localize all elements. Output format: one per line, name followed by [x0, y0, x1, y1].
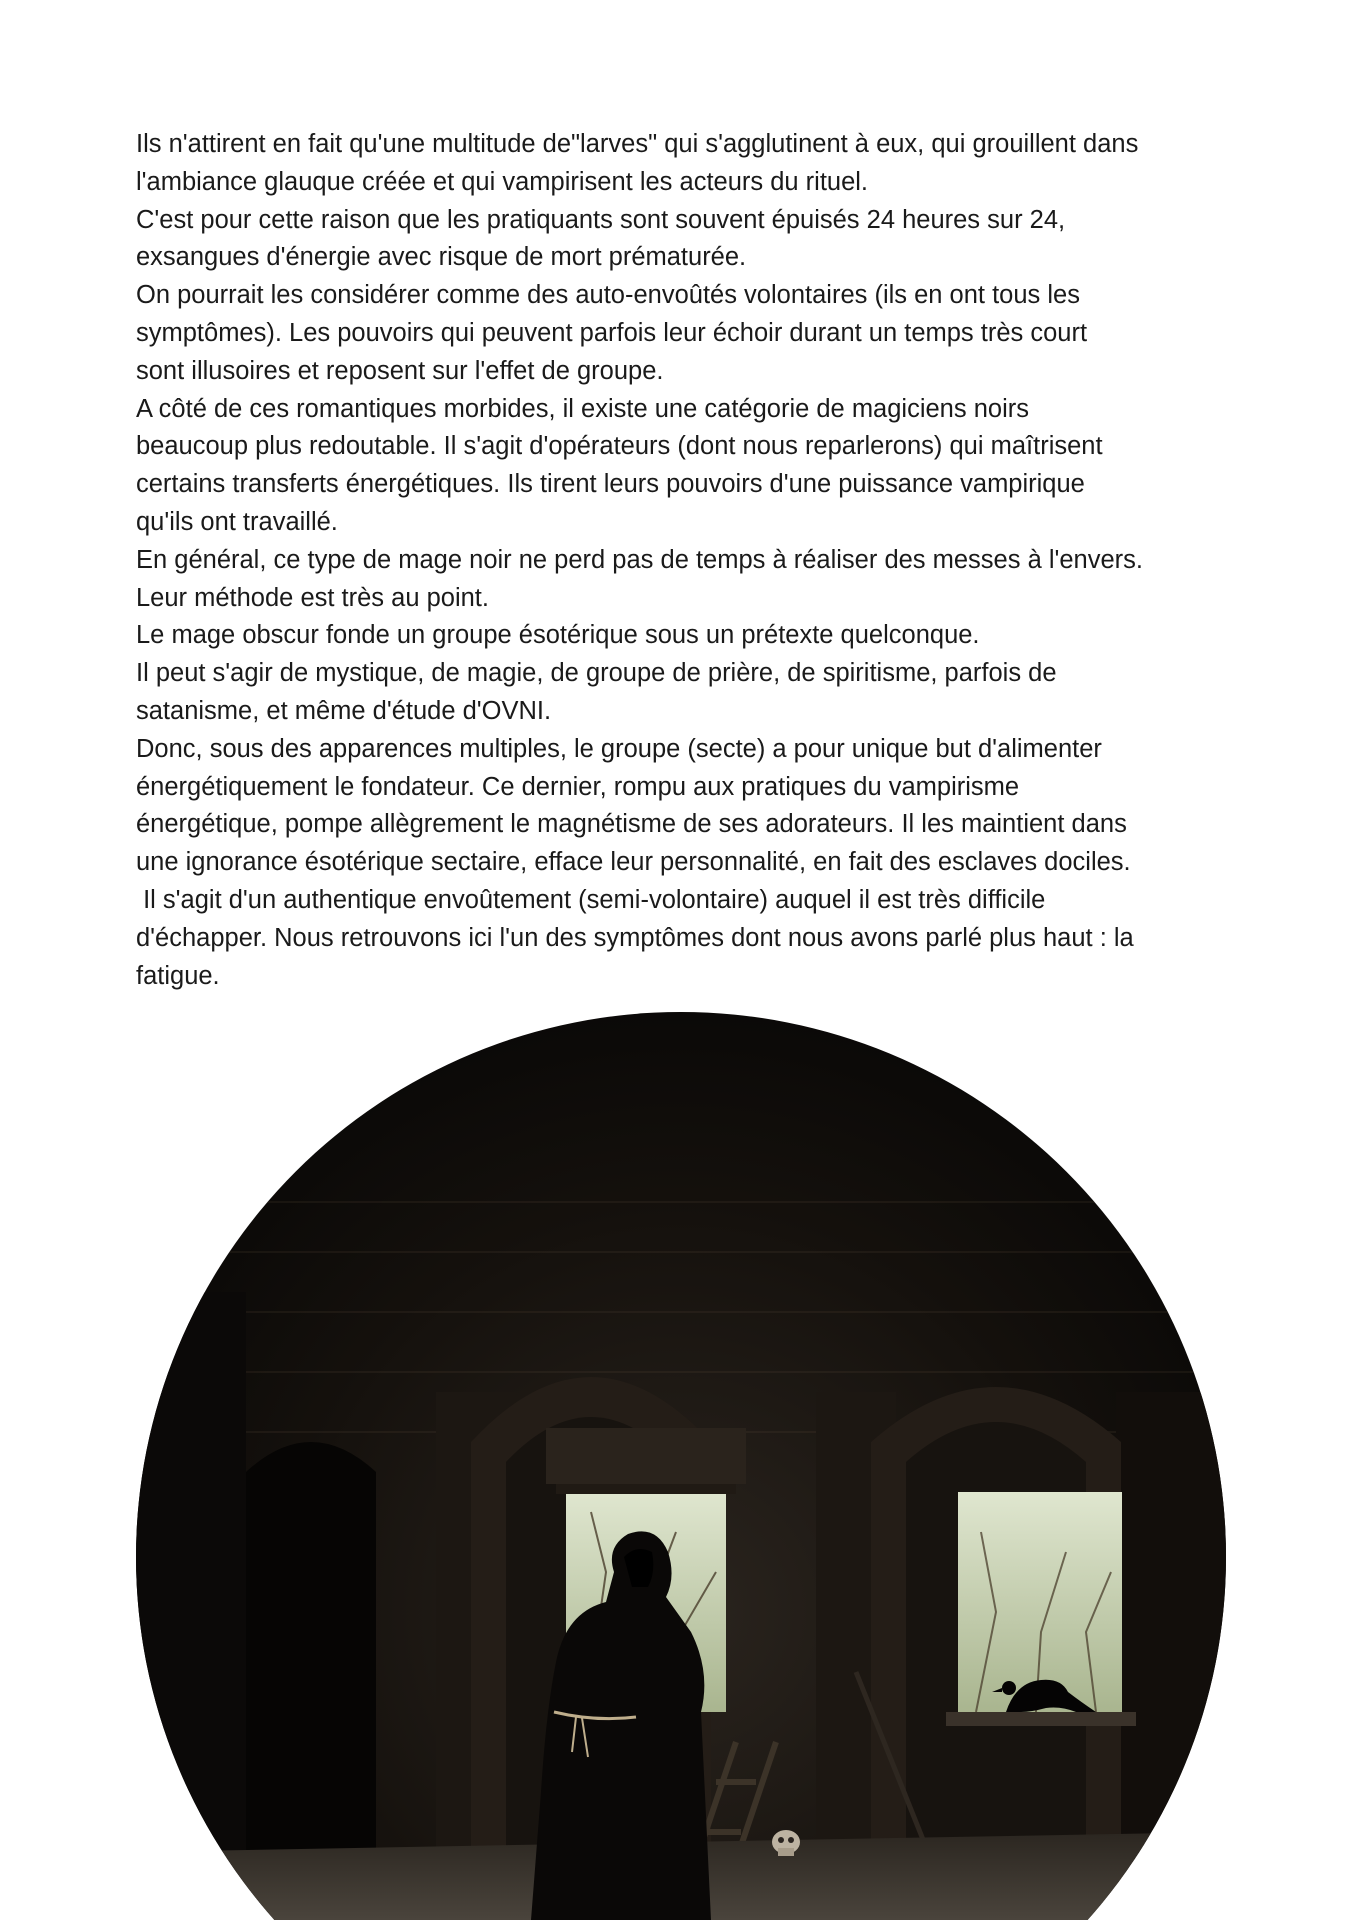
text-line: Ils n'attirent en fait qu'une multitude de"larves" qui s'agglutinent à eux, qui grouillent dans	[136, 130, 1139, 158]
text-line: d'échapper. Nous retrouvons ici l'un des symptômes dont nous avons parlé plus haut : la	[136, 923, 1134, 952]
text-line: fatigue.	[136, 961, 220, 990]
text-line: qu'ils ont travaillé.	[136, 507, 338, 536]
text-line: une ignorance ésotérique sectaire, efface leur personnalité, en fait des esclaves dociles.	[136, 848, 1131, 877]
text-line: On pourrait les considérer comme des auto-envoûtés volontaires (ils en ont tous les	[136, 281, 1080, 310]
text-line: En général, ce type de mage noir ne perd pas de temps à réaliser des messes à l'envers.	[136, 545, 1144, 574]
text-line: sont illusoires et reposent sur l'effet de groupe.	[136, 356, 664, 385]
text-line: exsangues d'énergie avec risque de mort prématurée.	[136, 243, 747, 272]
ruined-hall-illustration	[136, 1012, 1226, 1920]
text-line: symptômes). Les pouvoirs qui peuvent parfois leur échoir durant un temps très court	[136, 318, 1088, 347]
text-line: beaucoup plus redoutable. Il s'agit d'opérateurs (dont nous reparlerons) qui maîtrisent	[136, 432, 1103, 461]
text-line: Le mage obscur fonde un groupe ésotérique sous un prétexte quelconque.	[136, 621, 980, 650]
text-line: Donc, sous des apparences multiples, le groupe (secte) a pour unique but d'alimenter	[136, 734, 1102, 763]
circular-photo	[136, 1012, 1226, 1920]
text-line: Leur méthode est très au point.	[136, 583, 489, 612]
text-line: A côté de ces romantiques morbides, il existe une catégorie de magiciens noirs	[136, 394, 1029, 423]
text-line: satanisme, et même d'étude d'OVNI.	[136, 696, 552, 725]
body-text	[136, 126, 1236, 995]
text-line: énergétique, pompe allègrement le magnétisme de ses adorateurs. Il les maintient dans	[136, 810, 1127, 839]
text-line: l'ambiance glauque créée et qui vampirisent les acteurs du rituel.	[136, 167, 869, 196]
text-line: énergétiquement le fondateur. Ce dernier, rompu aux pratiques du vampirisme	[136, 772, 1020, 801]
text-line: certains transferts énergétiques. Ils tirent leurs pouvoirs d'une puissance vampirique	[136, 470, 1085, 499]
text-line: Il s'agit d'un authentique envoûtement (semi-volontaire) auquel il est très difficile	[136, 885, 1046, 914]
text-line: Il peut s'agir de mystique, de magie, de groupe de prière, de spiritisme, parfois de	[136, 659, 1057, 688]
text-line: C'est pour cette raison que les pratiquants sont souvent épuisés 24 heures sur 24,	[136, 205, 1066, 234]
